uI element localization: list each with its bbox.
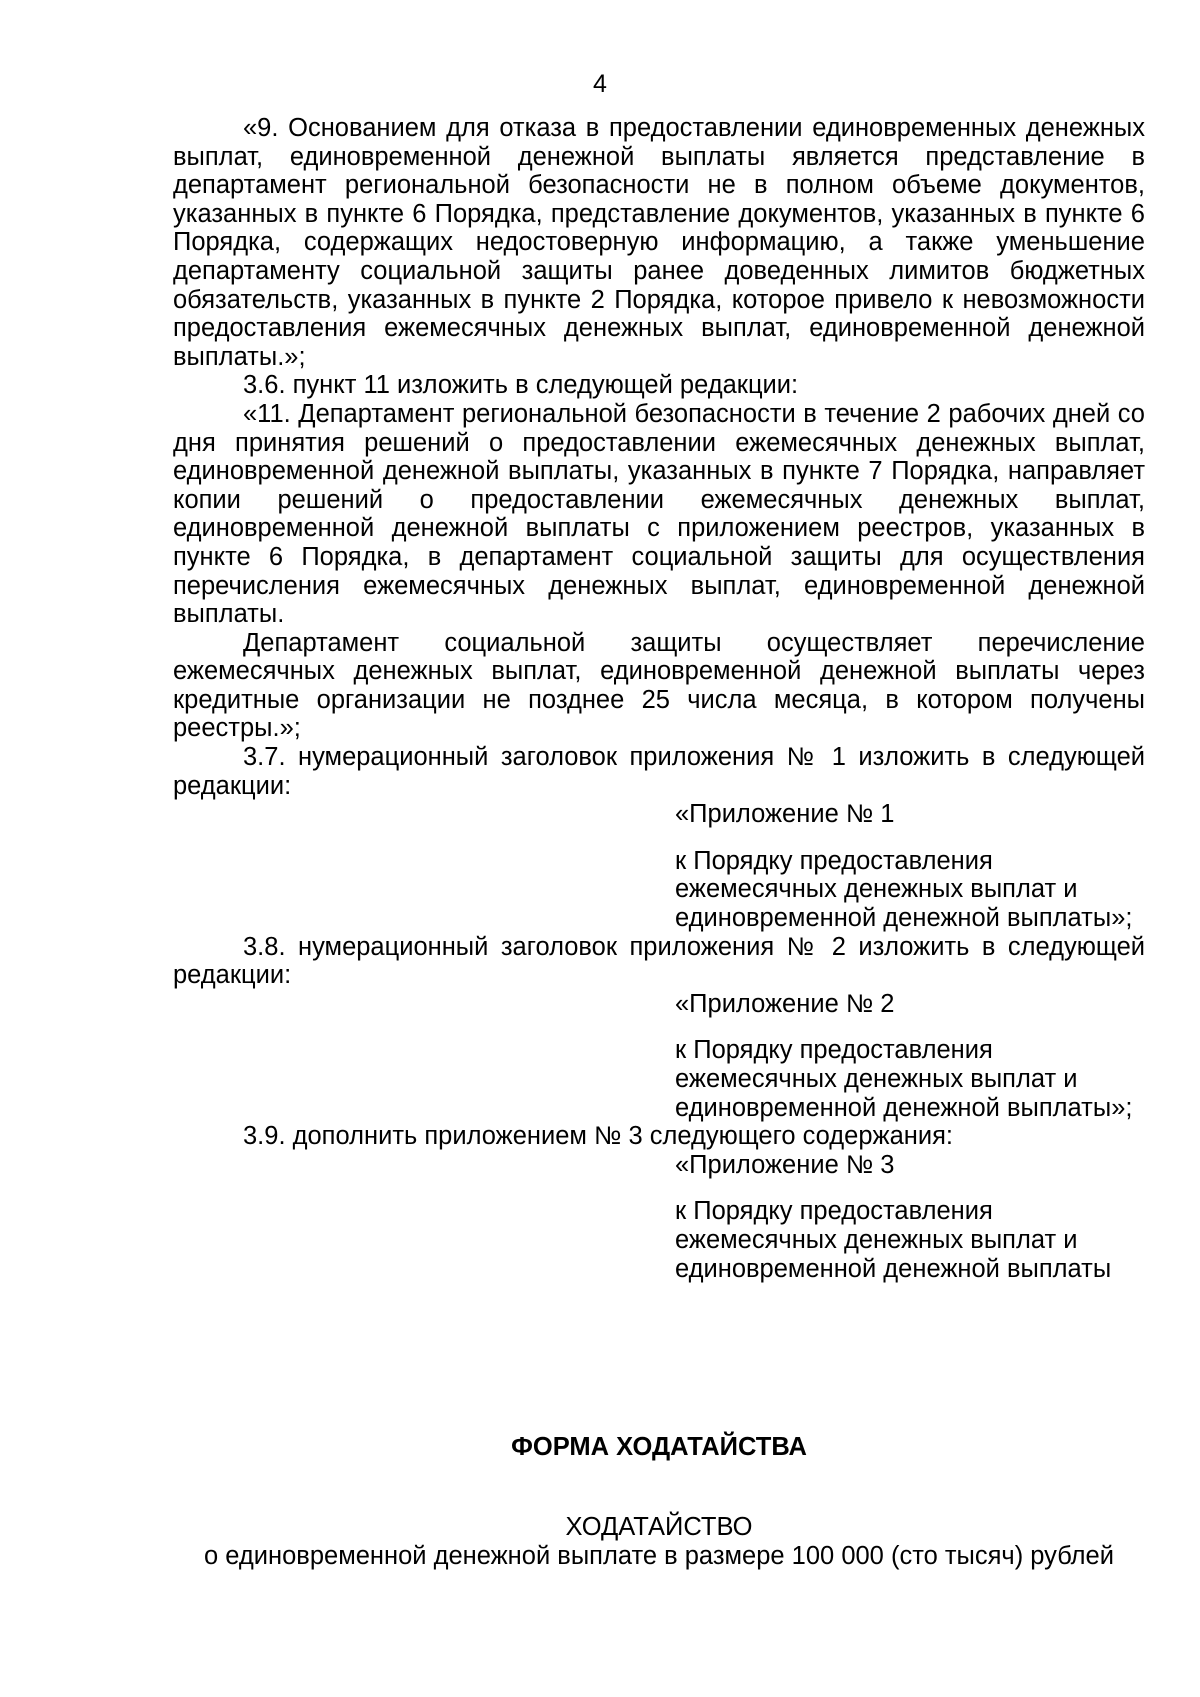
appendix-header-3 [675, 1151, 1145, 1283]
appendix-body: к Порядку предоставления ежемесячных денежных выплат и единовременной денежной выплаты»; [675, 846, 1133, 933]
petition-title: ХОДАТАЙСТВО [565, 1513, 753, 1541]
paragraph-3-8: 3.8. нумерационный заголовок приложения № 2 изложить в следующей редакции: [173, 932, 1145, 990]
paragraph-item-11: «11. Департамент региональной безопасности в течение 2 рабочих дней со дня принятия решений о предоставлении ежемесячных денежных выплат, единовременной денежной выплаты, указанных в пункте 7 Порядка, направляет копии решений о предоставлении ежемесячных денежных выплат, единовременной денежной выплаты с приложением реестров, указанных в пункте 6 Порядка, в департамент социальной защиты для осуществления перечисления ежемесячных денежных выплат, единовременной денежной выплаты. [173, 399, 1145, 629]
appendix-header-2 [675, 990, 1145, 1122]
paragraph-item-9: «9. Основанием для отказа в предоставлении единовременных денежных выплат, единовременной денежной выплаты является представление в департамент региональной безопасности не в полном объеме документов, указанных в пункте 6 Порядка, представление документов, указанных в пункте 6 Порядка, содержащих недостоверную информацию, а также уменьшение департаменту социальной защиты ранее доведенных лимитов бюджетных обязательств, указанных в пункте 2 Порядка, которое привело к невозможности предоставления ежемесячных денежных выплат, единовременной денежной выплаты.»; [173, 114, 1145, 371]
appendix-title: «Приложение № 2 [675, 989, 895, 1018]
paragraph-3-7: 3.7. нумерационный заголовок приложения № 1 изложить в следующей редакции: [173, 743, 1145, 800]
paragraph-item-11-second: Департамент социальной защиты осуществляет перечисление ежемесячных денежных выплат, единовременной денежной выплаты через кредитные организации не позднее 25 числа месяца, в котором получены реестры.»; [173, 628, 1145, 743]
appendix-body: к Порядку предоставления ежемесячных денежных выплат и единовременной денежной выплаты [675, 1197, 1112, 1283]
appendix-title: «Приложение № 1 [675, 800, 895, 829]
form-heading: ФОРМА ХОДАТАЙСТВА [511, 1433, 807, 1461]
document-body [173, 114, 1145, 1283]
appendix-header-1 [675, 800, 1145, 932]
petition-subtitle: о единовременной денежной выплате в размере 100 000 (сто тысяч) рублей [204, 1542, 1114, 1570]
appendix-title: «Приложение № 3 [675, 1150, 895, 1179]
paragraph-3-6: 3.6. пункт 11 изложить в следующей редакции: [243, 371, 799, 400]
appendix-body: к Порядку предоставления ежемесячных денежных выплат и единовременной денежной выплаты»; [675, 1036, 1133, 1122]
page-number: 4 [593, 70, 607, 98]
paragraph-3-9: 3.9. дополнить приложением № 3 следующего содержания: [243, 1122, 953, 1151]
